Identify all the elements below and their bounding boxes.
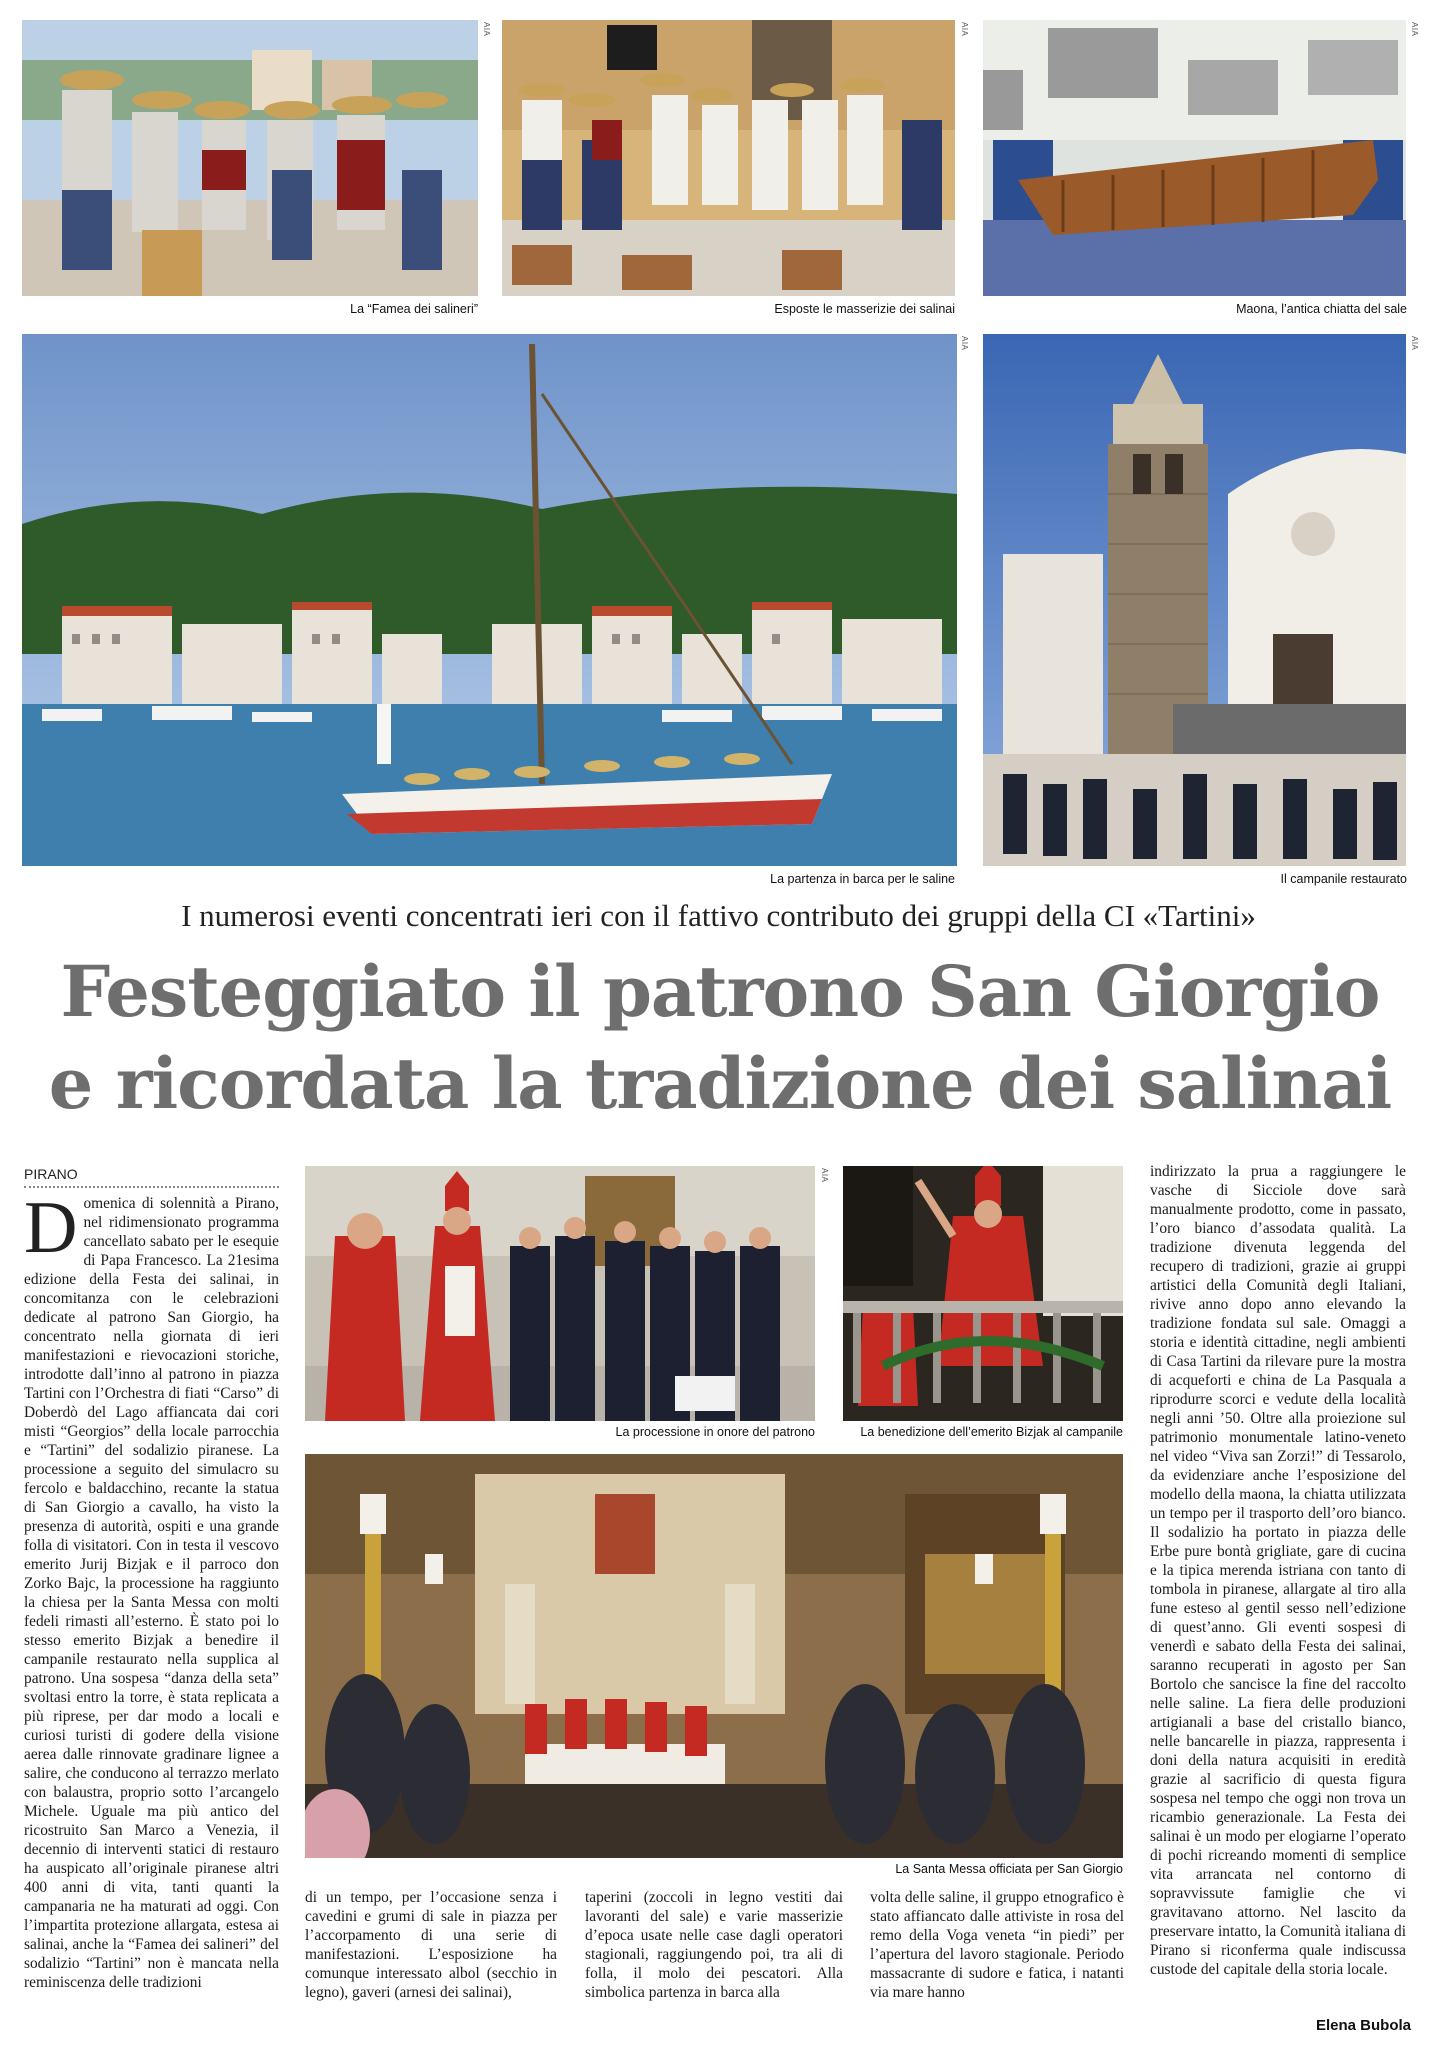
byline: Elena Bubola [1315,2017,1411,2034]
dateline: PIRANO [24,1166,279,1188]
photo-credit: AIA [960,22,969,37]
photo-caption: Esposte le masserizie dei salinai [774,302,955,316]
photo-credit: AIA [1410,336,1419,351]
photo-campanile [983,334,1406,866]
photo-benedizione [843,1166,1123,1421]
photo-maona [983,20,1406,296]
column-text: omenica di solennità a Pirano, nel ridimensionato programma cancellato sabato per le esequie di Papa Francesco. La 21esima edizione della Festa dei salinai, in concomitanza con le celebrazioni dedicate al patrono San Giorgio, ha concentrato nella giornata di ieri manifestazioni e rievocazioni storiche, introdotte dall’inno al patrono in piazza Tartini con l’Orchestra di fiati “Carso” di Doberdò del Lago affiancata dai cori misti “Georgios” della locale parrocchia e “Tartini” del sodalizio piranese. La processione a seguito del simulacro su fercolo e baldacchino, recante la statua di San Giorgio a cavallo, ha visto la presenza di autorità, ospiti e una grande folla di visitatori. Con in testa il vescovo emerito Jurij Bizjak e il parroco don Zorko Bajc, la processione ha raggiunto la chiesa per la Santa Messa con molti fedeli rimasti all’esterno. È stato poi lo stesso emerito Bizjak a benedire il campanile restaurato nella supplica al patrono. Una sospesa “danza della seta” svoltasi entro la torre, è stata replicata a più riprese, per dar modo a locali e curiosi turisti di godere della visione aerea dalle rinnovate gradinare lignee a salire, che conducono al terrazzo merlato con balaustra, proprio sotto l’arcangelo Michele. Uguale ma più antico del ricostruito San Marco a Venezia, il decennio di interventi statici di restauro ha auspicato all’originale piranese altri 400 anni di vita, tanti quanti la campanaria ne ha maturati ad oggi. Con l’impartita protezione allargata, estesa ai salinai, anche la “Famea dei salineri” del sodalizio “Tartini” non è mancata nella reminiscenza delle tradizioni [24,1195,279,1991]
article-kicker: I numerosi eventi concentrati ieri con il fattivo contributo dei gruppi della CI «Tartini» [181,898,1256,933]
photo-credit: AIA [482,22,491,37]
photo-caption: La partenza in barca per le saline [770,872,955,886]
column-text: volta delle saline, il gruppo etnografico è stato affiancato dalle attiviste in rosa del remo della Voga veneta “in piedi” per l’apertura del lavoro stagionale. Periodo massacrante di sudore e fatica, i natanti via mare hanno [870,1889,1124,2001]
photo-caption: La “Famea dei salineri” [350,302,478,316]
article-column-2 [305,1888,557,2002]
article-column-4 [870,1888,1124,2002]
photo-caption: Maona, l’antica chiatta del sale [1236,302,1407,316]
photo-masserizie [502,20,955,296]
photo-caption: La Santa Messa officiata per San Giorgio [895,1862,1123,1876]
photo-processione [305,1166,815,1421]
headline-line-1: Festeggiato il patrono San Giorgio [60,950,1380,1033]
photo-credit: AIA [1410,22,1419,37]
photo-famea-salineri [22,20,478,296]
article-column-3 [585,1888,843,2002]
drop-cap: D [24,1187,78,1269]
column-text: indirizzato la prua a raggiungere le vasche di Sicciole dove sarà manualmente prodotto, come in passato, l’oro bianco d’assodata qualità. La tradizione divenuta leggenda del recupero di tradizioni, grazie ai gruppi artistici della Comunità degli Italiani, rivive anno dopo anno elevando la tradizione fondata sul sale. Omaggi a storia e identità cittadine, negli ambienti di Casa Tartini da rilevare pure la mostra di acqueforti e china de La Pasquala a riprodurre scorci e vedute della località negli anni ’50. Oltre alla proiezione sul patrimonio monumentale latino-veneto nel video “Viva san Zorzi!” di Tessarolo, da evidenziare anche l’esposizione del modello della maona, la chiatta utilizzata un tempo per il trasporto dell’oro bianco. Il sodalizio ha portato in piazza delle Erbe pure bontà grigliate, gare di cucina e la tipica merenda istriana con tanto di tombola in piranese, allargate al tiro alla fune esteso al gentil sesso nell’edizione di quest’anno. Gli eventi sospesi di venerdì e sabato della Festa dei salinai, saranno recuperati in agosto per San Bortolo che sancisce la fine del raccolto nelle saline. La fiera delle produzioni artigianali a base del cristallo bianco, nelle bancarelle in piazza, rappresenta i doni della natura acquisiti in eredità grazie al sacrificio di questa figura sospesa nel tempo che oggi non trova un ricambio generazionale. La Festa dei salinai è un modo per elogiarne l’operato di pochi ricreando momenti di semplice vita arrancata nel contorno di sopravvissute famiglie che vi gravitavano attorno. Nel lascito da preservare intatto, la Comunità italiana di Pirano si riconferma quale indiscussa custode del capitale della storia locale. [1150,1163,1406,1978]
photo-partenza-barca [22,334,957,866]
column-text: di un tempo, per l’occasione senza i cavedini e grumi di sale in piazza per l’accorpamento di una serie di manifestazioni. L’esposizione ha comunque interessato albol (secchio in legno), gaveri (arnesi dei salinai), [305,1889,557,2001]
column-text: taperini (zoccoli in legno vestiti dai lavoranti del sale) e varie masserizie d’epoca usate nelle case dagli operatori stagionali, raggiungendo poi, tra ali di folla, il molo dei pescatori. Alla simbolica partenza in barca alla [585,1889,843,2001]
article-headline [20,946,1420,1130]
photo-caption: Il campanile restaurato [1280,872,1407,886]
photo-caption: La processione in onore del patrono [615,1425,815,1439]
photo-caption: La benedizione dell’emerito Bizjak al campanile [860,1425,1123,1439]
photo-credit: AIA [960,336,969,351]
photo-santa-messa [305,1454,1123,1858]
photo-credit: AIA [820,1168,829,1183]
article-column-5 [1150,1162,1406,1979]
article-column-1 [24,1187,279,1992]
headline-line-2: e ricordata la tradizione dei salinai [48,1042,1392,1125]
